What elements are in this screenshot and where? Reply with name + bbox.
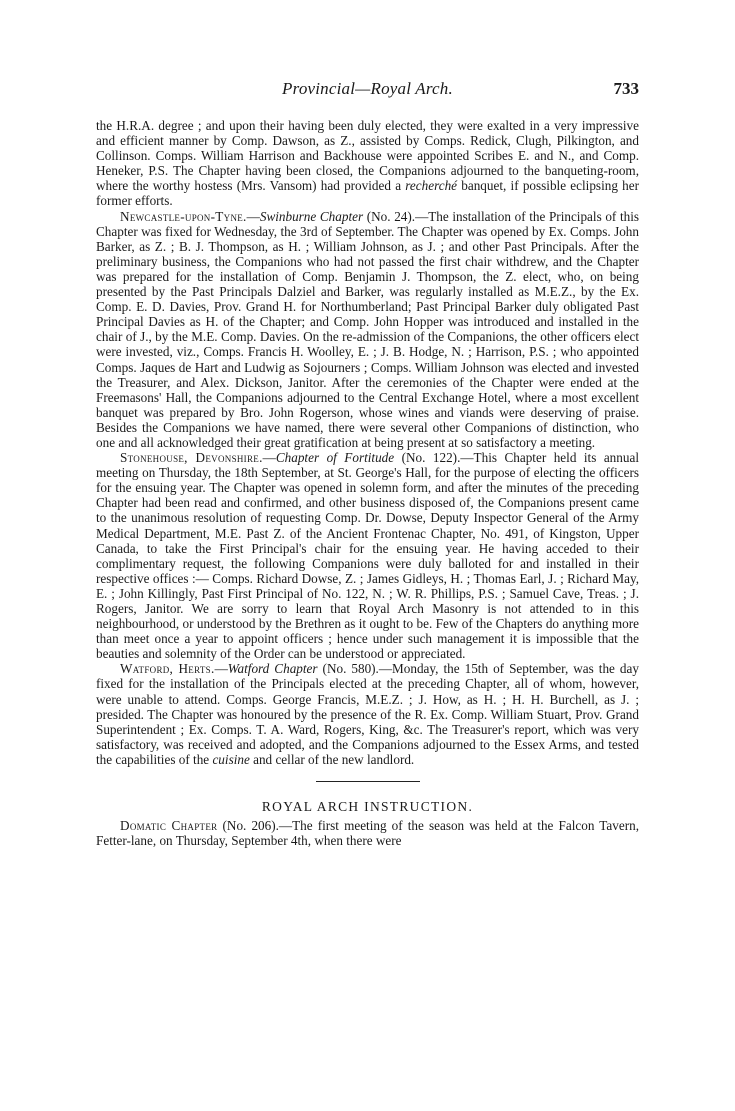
place-heading: Domatic Chapter xyxy=(120,818,218,834)
place-heading: Newcastle-upon-Tyne. xyxy=(120,208,247,224)
article-body xyxy=(96,118,639,848)
section-title: ROYAL ARCH INSTRUCTION. xyxy=(261,799,474,815)
paragraph-text: (No. 122).—This Chapter held its annual meeting on Thursday, the 18th September, at St. George's Hall, for the purpose of electing the officers for the ensuing year. The Chapter was opened in solemn form, and after the minutes of the preceding Chapter had been read and confirmed, and other business disposed of, the Companions present came to the unanimous resolution of requesting Comp. Dr. Dowse, Deputy Inspector General of the Army Medical Department, M.E. Past Z. of the Ancient Frontenac Chapter, No. 491, of Kingston, Upper Canada, to take the First Principal's chair for the ensuing year. He having acceded to their complimentary request, the following Companions were duly balloted for and installed in their respective offices :— Comps. Richard Dowse, Z. ; James Gidleys, H. ; Thomas Earl, J. ; Richard May, E. ; John Killingly, Past First Principal of No. 122, N. ; W. R. Phillips, P.S. ; Samuel Cave, Treas. ; J. Rogers, Janitor. We are sorry to learn that Royal Arch Masonry is not attended to in this neighbourhood, or understood by the Brethren as it ought to be. Few of the Chapters do anything more than meet once a year to appoint officers ; hence under such management it is impossible that the beauties and solemnity of the Order can be understood or appreciated. xyxy=(96,450,639,662)
paragraph-text: (No. 206).—The first meeting of the season was held at the Falcon Tavern, Fetter-lane, on Thursday, September 4th, when there were xyxy=(96,818,639,849)
paragraph-stonehouse xyxy=(96,450,639,661)
place-heading: Watford, Herts. xyxy=(120,661,215,677)
paragraph-domatic xyxy=(96,818,639,848)
paragraph-watford xyxy=(96,661,639,767)
place-heading: Stonehouse, Devonshire. xyxy=(120,450,263,466)
italic-term: cuisine xyxy=(212,751,250,767)
italic-term: recherché xyxy=(405,178,458,194)
dash-separator: — xyxy=(262,450,276,466)
paragraph-text: the H.R.A. degree ; and upon their having been duly elected, they were exalted in a very impressive and efficient manner by Comp. Dawson, as Z., assisted by Comps. Redick, Clugh, Pilkington, and Collinson. Comps. William Harrison and Backhouse were appointed Scribes E. and N., and Comp. Heneker, P.S. The Chapter having been closed, the Companions adjourned to the banqueting-room, where the worthy hostess (Mrs. Vansom) had provided a xyxy=(96,118,639,194)
page-number: 733 xyxy=(613,79,639,98)
running-header xyxy=(96,79,639,103)
chapter-name: Swinburne Chapter xyxy=(259,208,364,224)
paragraph-text-tail: banquet, if possible eclipsing her former efforts. xyxy=(96,178,639,209)
running-title: Provincial—Royal Arch. xyxy=(282,79,453,98)
dash-separator: — xyxy=(214,661,228,677)
paragraph-text-tail: and cellar of the new landlord. xyxy=(249,751,415,767)
paragraph-continuation xyxy=(96,118,639,209)
paragraph-text: (No. 24).—The installation of the Principals of this Chapter was fixed for Wednesday, the 3rd of September. The Chapter was opened by Ex. Comps. John Barker, as Z. ; B. J. Thompson, as H. ; William Johnson, as J. ; and other Past Principals. After the preliminary business, the Companions who had not passed the first chair withdrew, and the Chapter was prepared for the installation of Comp. Benjamin J. Thompson, the Z. elect, who, on being presented by the Past Principals Dalziel and Barker, was regularly installed as M.E.Z., by the Ex. Comp. E. D. Davies, Prov. Grand H. for Northumberland; Past Principal Barker duly obligated Past Principal Davies as H. of the Chapter; and Comp. John Hopper was introduced and installed in the chair of J., by the M.E. Comp. Davies. On the re-admission of the Companions, the other officers elect were invested, viz., Comps. Francis H. Woolley, E. ; J. B. Hodge, N. ; Harrison, P.S. ; who appointed Comps. Jaques de Hart and Ludwig as Sojourners ; Comps. William Johnson was elected and invested the Treasurer, and Alex. Dickson, Janitor. After the ceremonies of the Chapter were ended at the Freemasons' Hall, the Companions adjourned to the Central Exchange Hotel, where a most excellent banquet was prepared by Bro. John Rogerson, whose wines and viands were deserving of praise. Besides the Companions we have named, there were several other Companions of distinction, who one and all acknowledged their great gratification at being present at so satisfactory a meeting. xyxy=(96,208,640,450)
chapter-name: Watford Chapter xyxy=(227,661,318,677)
paragraph-newcastle xyxy=(96,209,639,451)
paragraph-text: (No. 580).—Monday, the 15th of September, was the day fixed for the installation of the Principals elected at the preceding Chapter, all of whom, however, were unable to attend. Comps. George Francis, M.E.Z. ; J. How, as H. ; H. H. Burchell, as J. ; presided. The Chapter was honoured by the presence of the R. Ex. Comp. William Stuart, Prov. Grand Superintendent ; Ex. Comps. T. A. Ward, Rogers, King, &c. The Treasurer's report, which was very satisfactory, was received and adopted, and the Companions adjourned to the Essex Arms, and tested the capabilities of the xyxy=(96,661,639,767)
section-divider xyxy=(316,781,420,782)
chapter-name: Chapter of Fortitude xyxy=(275,450,395,466)
dash-separator: — xyxy=(246,208,260,224)
